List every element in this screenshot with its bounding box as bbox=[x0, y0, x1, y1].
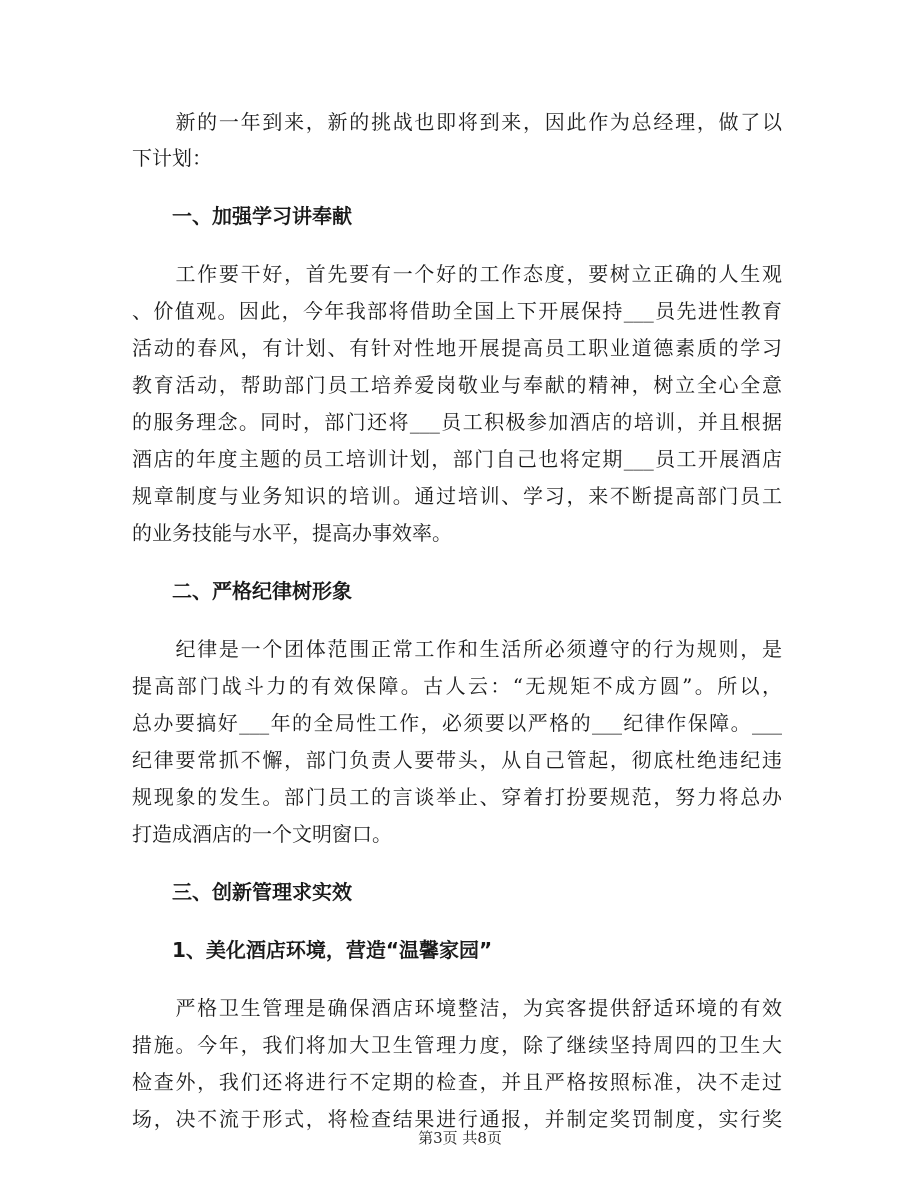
body-text-line: 的服务理念。同时，部门还将___员工积极参加酒店的培训，并且根据 bbox=[132, 410, 782, 434]
body-text-line: 新的一年到来，新的挑战也即将到来，因此作为总经理，做了以 bbox=[132, 110, 782, 134]
section-heading: 二、严格纪律树形象 bbox=[132, 579, 352, 603]
body-text-line: 的业务技能与水平，提高办事效率。 bbox=[132, 521, 452, 545]
body-text-line: 纪律是一个团体范围正常工作和生活所必须遵守的行为规则，是 bbox=[132, 637, 782, 661]
body-text-line: 下计划： bbox=[132, 146, 212, 170]
body-text-line: 规章制度与业务知识的培训。通过培训、学习，来不断提高部门员工 bbox=[132, 484, 782, 508]
body-text-line: 酒店的年度主题的员工培训计划，部门自己也将定期___员工开展酒店 bbox=[132, 447, 782, 471]
body-text-line: 打造成酒店的一个文明窗口。 bbox=[132, 822, 392, 846]
body-text-line: 措施。今年，我们将加大卫生管理力度，除了继续坚持周四的卫生大 bbox=[132, 1033, 782, 1057]
body-text-line: 总办要搞好___年的全局性工作，必须要以严格的___纪律作保障。___ bbox=[132, 711, 782, 735]
body-text-line: 活动的春风，有计划、有针对性地开展提高员工职业道德素质的学习 bbox=[132, 336, 782, 360]
body-text-line: 检查外，我们还将进行不定期的检查，并且严格按照标准，决不走过 bbox=[132, 1070, 782, 1094]
body-text-line: 纪律要常抓不懈，部门负责人要带头，从自己管起，彻底杜绝违纪违 bbox=[132, 748, 782, 772]
body-text-line: 、价值观。因此，今年我部将借助全国上下开展保持___员先进性教育 bbox=[132, 299, 782, 323]
body-text-line: 教育活动，帮助部门员工培养爱岗敬业与奉献的精神，树立全心全意 bbox=[132, 373, 782, 397]
body-text-line: 严格卫生管理是确保酒店环境整洁，为宾客提供舒适环境的有效 bbox=[132, 996, 782, 1020]
section-heading: 一、加强学习讲奉献 bbox=[132, 204, 352, 228]
body-text-line: 场，决不流于形式，将检查结果进行通报，并制定奖罚制度，实行奖 bbox=[132, 1107, 782, 1131]
section-heading: 1、美化酒店环境，营造“温馨家园” bbox=[132, 938, 493, 962]
page-number: 第3页 共8页 bbox=[418, 1129, 502, 1147]
body-text-line: 提高部门战斗力的有效保障。古人云：“无规矩不成方圆”。所以， bbox=[132, 674, 782, 698]
body-text-line: 工作要干好，首先要有一个好的工作态度，要树立正确的人生观 bbox=[132, 262, 782, 286]
section-heading: 三、创新管理求实效 bbox=[132, 880, 352, 904]
body-text-line: 规现象的发生。部门员工的言谈举止、穿着打扮要规范，努力将总办 bbox=[132, 785, 782, 809]
